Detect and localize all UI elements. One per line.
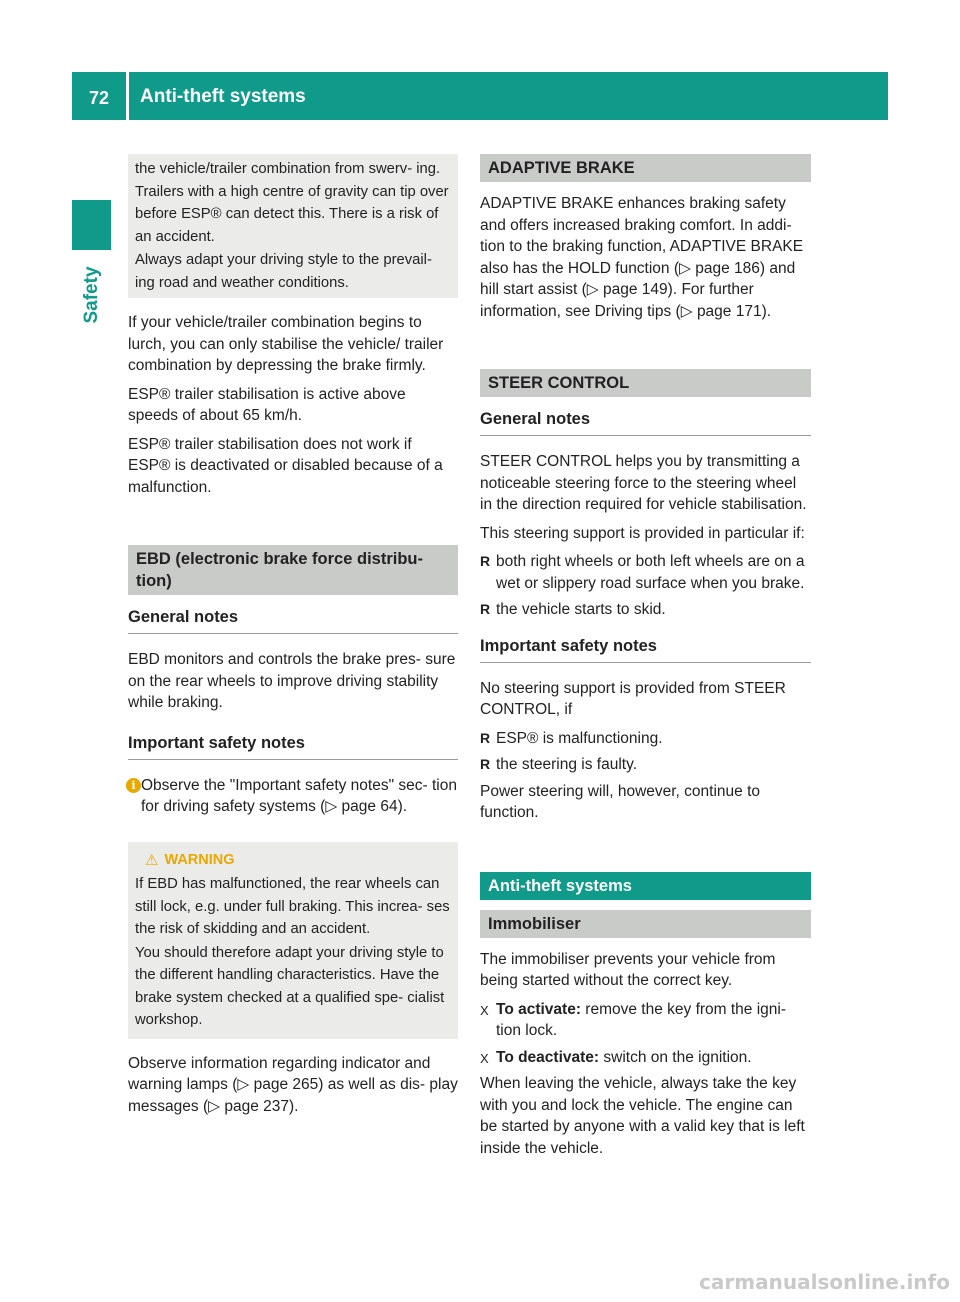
steer-control-heading: STEER CONTROL — [480, 369, 811, 397]
caution-continuation-box — [128, 154, 458, 298]
bullet-icon: R — [480, 729, 491, 746]
list-item-text: the steering is faulty. — [496, 756, 638, 773]
info-text: Observe the "Important safety notes" sec- tion for driving safety systems (▷ page 64). — [141, 776, 457, 815]
warning-triangle-icon: ⚠ — [145, 851, 159, 869]
ebd-paragraph: EBD monitors and controls the brake pres- sure on the rear wheels to improve driving stability while braking. — [128, 651, 456, 711]
steer-safety-notes-heading: Important safety notes — [480, 635, 811, 663]
bullet-icon: R — [480, 601, 491, 617]
immobiliser-heading: Immobiliser — [480, 910, 811, 938]
box-paragraph-1: the vehicle/trailer combination from swerv- ing. Trailers with a high centre of gravity can tip over before ESP® can detect this. There is a risk of an accident. — [135, 161, 449, 245]
left-column — [128, 154, 458, 1124]
bullet-icon: R — [480, 553, 491, 569]
step-label: To activate: — [496, 1000, 586, 1018]
info-icon: i — [126, 778, 141, 793]
step-arrow-icon: X — [480, 1002, 489, 1018]
anti-theft-heading: Anti-theft systems — [480, 872, 811, 900]
steer-paragraph-2: This steering support is provided in particular if: — [480, 524, 805, 542]
esp-active-paragraph: ESP® trailer stabilisation is active above speeds of about 65 km/h. — [128, 385, 406, 424]
list-item-text: the vehicle starts to skid. — [496, 601, 666, 618]
list-item — [480, 551, 811, 594]
leaving-vehicle-paragraph: When leaving the vehicle, always take the key with you and lock the vehicle. The engine can be started by anyone with a valid key that is left inside the vehicle. — [480, 1075, 805, 1157]
header-separator — [126, 72, 129, 120]
page-number: 72 — [88, 88, 110, 108]
box-paragraph-2: Always adapt your driving style to the prevail- ing road and weather conditions. — [135, 252, 432, 291]
ebd-section-heading: EBD (electronic brake force distribu- tion) — [128, 545, 458, 595]
steer-paragraph-1: STEER CONTROL helps you by transmitting a noticeable steering force to the steering wheel in the direction required for vehicle stabilisation. — [480, 453, 807, 513]
list-item — [480, 754, 811, 776]
step-item — [480, 1047, 811, 1069]
warning-title: WARNING — [164, 851, 235, 868]
info-note — [128, 775, 458, 818]
ebd-safety-notes-heading: Important safety notes — [128, 732, 458, 760]
list-item-text: both right wheels or both left wheels are on a wet or slippery road surface when you brake. — [496, 553, 805, 592]
no-support-paragraph: No steering support is provided from STEER CONTROL, if — [480, 679, 786, 718]
step-text: switch on the ignition. — [603, 1048, 752, 1066]
step-arrow-icon: X — [480, 1050, 489, 1066]
warning-box — [128, 842, 458, 1039]
warning-paragraph-1: If EBD has malfunctioned, the rear wheels can still lock, e.g. under full braking. This increa- ses the risk of skidding and an accident. — [135, 876, 450, 937]
section-tab-marker — [72, 200, 111, 250]
section-side-label — [72, 260, 111, 330]
right-column — [480, 154, 811, 1166]
immobiliser-paragraph: The immobiliser prevents your vehicle from being started without the correct key. — [480, 950, 776, 989]
watermark: carmanualsonline.info — [699, 1270, 950, 1294]
step-item — [480, 999, 811, 1042]
list-item — [480, 728, 811, 750]
indicator-lamps-paragraph: Observe information regarding indicator and warning lamps (▷ page 265) as well as dis- play messages (▷ page 237). — [128, 1054, 458, 1115]
ebd-general-notes-heading: General notes — [128, 606, 458, 634]
step-text: remove the key from the igni- tion lock. — [496, 1000, 787, 1039]
esp-inactive-paragraph: ESP® trailer stabilisation does not work if ESP® is deactivated or disabled because of a malfunction. — [128, 435, 443, 496]
adaptive-brake-paragraph: ADAPTIVE BRAKE enhances braking safety and offers increased braking comfort. In addi- tion to the braking function, ADAPTIVE BRAKE also has the HOLD function (▷ page 186) and hill start assist (▷ page 149). For further information, see Driving tips (▷ page 171). — [480, 195, 804, 320]
steer-general-notes-heading: General notes — [480, 408, 811, 436]
step-label: To deactivate: — [496, 1048, 604, 1066]
power-steering-paragraph: Power steering will, however, continue to function. — [480, 782, 761, 821]
page-title: Anti-theft systems — [140, 86, 306, 107]
bullet-icon: R — [480, 756, 491, 772]
warning-title-row — [145, 850, 451, 872]
list-item — [480, 599, 811, 621]
adaptive-brake-heading: ADAPTIVE BRAKE — [480, 154, 811, 182]
warning-paragraph-2: You should therefore adapt your driving style to the different handling characteristics. Have the brake system checked at a qualified spe- cialist workshop. — [135, 944, 445, 1028]
list-item-text: ESP® is malfunctioning. — [496, 729, 663, 747]
lurch-paragraph: If your vehicle/trailer combination begins to lurch, you can only stabilise the vehicle/ trailer combination by depressing the brake firmly. — [128, 314, 444, 374]
side-label-text: Safety — [80, 266, 102, 324]
